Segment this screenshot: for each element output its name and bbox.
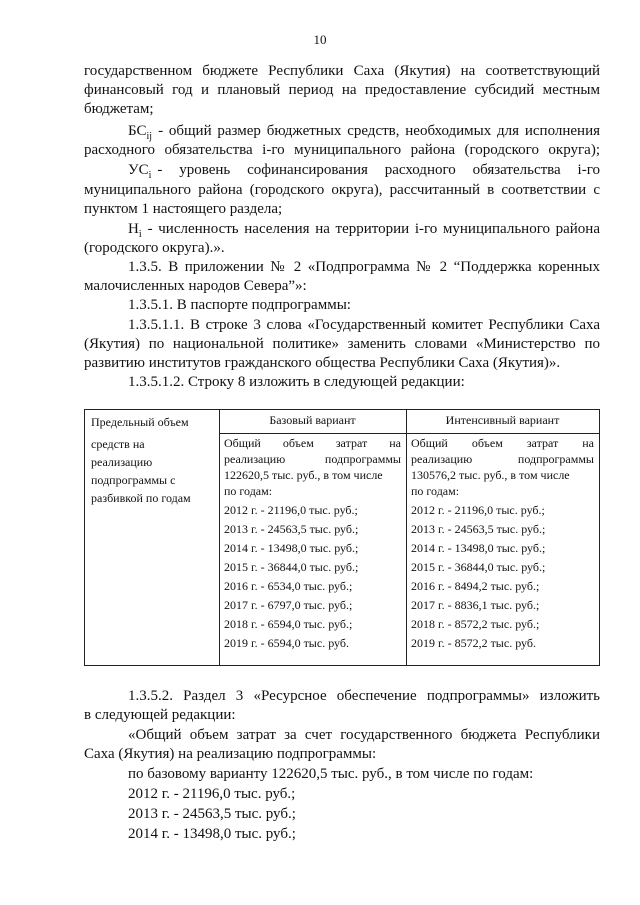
year-line: 2017 г. - 6797,0 тыс. руб.; <box>224 598 353 612</box>
year-line: 2014 г. - 13498,0 тыс. руб.; <box>411 541 546 555</box>
year-line: 2014 г. - 13498,0 тыс. руб.; <box>224 541 359 555</box>
definition-text: - численность населения на территории i-го муниципального района <box>147 221 600 237</box>
year-line: 2019 г. - 8572,2 тыс. руб. <box>411 636 536 650</box>
paragraph-1-3-5: 1.3.5. В приложении № 2 «Подпрограмма № 2 “Поддержка коренных <box>128 259 600 275</box>
paragraph-1-3-5-1-1: 1.3.5.1.1. В строке 3 слова «Государственный комитет Республики Саха <box>128 317 600 333</box>
table-divider <box>219 433 599 434</box>
year-line: 2013 г. - 24563,5 тыс. руб.; <box>411 522 546 536</box>
year-line: 2016 г. - 8494,2 тыс. руб.; <box>411 579 540 593</box>
year-line: 2012 г. - 21196,0 тыс. руб.; <box>411 503 545 517</box>
definition-text: расходного обязательства i-го муниципального района (городского округа); <box>84 142 600 158</box>
table-header-base: Базовый вариант <box>269 413 356 427</box>
year-line: 2013 г. - 24563,5 тыс. руб.; <box>128 806 296 822</box>
table-header-intensive: Интенсивный вариант <box>445 413 560 427</box>
paragraph-1-3-5-1-2: 1.3.5.1.2. Строку 8 изложить в следующей редакции: <box>128 374 465 390</box>
year-line: 2015 г. - 36844,0 тыс. руб.; <box>224 560 359 574</box>
intro-line: финансовый год и плановый период на предоставление субсидий местным <box>84 82 600 98</box>
paragraph-1-3-5-1-1: (Якутия) по национальной политике» заменить словами «Министерство по <box>84 336 600 352</box>
year-line: 2018 г. - 6594,0 тыс. руб.; <box>224 617 353 631</box>
paragraph-1-3-5-1-1: развитию институтов гражданского общества Республики Саха (Якутия)». <box>84 355 561 371</box>
year-line: 2018 г. - 8572,2 тыс. руб.; <box>411 617 540 631</box>
definition-text: - общий размер бюджетных средств, необходимых для исполнения <box>158 123 600 139</box>
table-divider <box>219 410 220 665</box>
symbol-us: $УС_i$ <box>128 162 152 181</box>
paragraph-1-3-5-1: 1.3.5.1. В паспорте подпрограммы: <box>128 297 351 313</box>
definition-text: - уровень софинансирования расходного обязательства i-го <box>157 162 600 178</box>
year-line: 2014 г. - 13498,0 тыс. руб.; <box>128 826 296 842</box>
intro-line: бюджетам; <box>84 101 154 117</box>
year-line: 2012 г. - 21196,0 тыс. руб.; <box>224 503 358 517</box>
year-line: 2019 г. - 6594,0 тыс. руб. <box>224 636 349 650</box>
symbol-n: $Н_i$ <box>128 221 142 240</box>
year-line: 2017 г. - 8836,1 тыс. руб.; <box>411 598 540 612</box>
definition-text: муниципального района (городского округа), рассчитанный в соответствии с <box>84 182 600 198</box>
symbol-bs: $БС_{ij}$ <box>128 123 153 142</box>
definition-text: (городского округа).». <box>84 240 225 256</box>
paragraph-1-3-5-2: 1.3.5.2. Раздел 3 «Ресурсное обеспечение подпрограммы» изложить <box>128 688 600 704</box>
paragraph-1-3-5-2: в следующей редакции: <box>84 707 236 723</box>
table-cell-base: Общий объем затрат на реализацию подпрограммы 122620,5 тыс. руб., в том числе по годам: 2012 г. - 21196,0 тыс. руб.; 2013 г. - 24563,5 тыс. руб.; 2014 г. - 13498,0 тыс. руб.; 2015 г. - 36844,0 тыс. руб.; 2016 г. - 6534,0 тыс. руб.; 2017 г. - 6797,0 тыс. руб.; 2018 г. - 6594,0 тыс. руб.; 2019 г. - 6594,0 тыс. руб. <box>224 436 401 650</box>
year-line: 2013 г. - 24563,5 тыс. руб.; <box>224 522 359 536</box>
year-line: 2016 г. - 6534,0 тыс. руб.; <box>224 579 353 593</box>
definition-text: пунктом 1 настоящего раздела; <box>84 201 283 217</box>
quote-line: «Общий объем затрат за счет государственного бюджета Республики <box>128 727 600 743</box>
funding-table <box>84 409 600 666</box>
table-divider <box>406 410 407 665</box>
page-number: 10 <box>313 32 327 47</box>
base-variant-line: по базовому варианту 122620,5 тыс. руб., в том числе по годам: <box>128 766 534 782</box>
table-row-label: Предельный объем средств на реализацию подпрограммы с разбивкой по годам <box>91 415 191 505</box>
intro-line: государственном бюджете Республики Саха (Якутия) на соответствующий <box>84 63 600 79</box>
year-line: 2012 г. - 21196,0 тыс. руб.; <box>128 786 296 802</box>
table-cell-intensive: Общий объем затрат на реализацию подпрограммы 130576,2 тыс. руб., в том числе по годам: 2012 г. - 21196,0 тыс. руб.; 2013 г. - 24563,5 тыс. руб.; 2014 г. - 13498,0 тыс. руб.; 2015 г. - 36844,0 тыс. руб.; 2016 г. - 8494,2 тыс. руб.; 2017 г. - 8836,1 тыс. руб.; 2018 г. - 8572,2 тыс. руб.; 2019 г. - 8572,2 тыс. руб. <box>411 436 594 650</box>
quote-line: Саха (Якутия) на реализацию подпрограммы: <box>84 746 377 762</box>
year-line: 2015 г. - 36844,0 тыс. руб.; <box>411 560 546 574</box>
paragraph-1-3-5: малочисленных народов Севера”»: <box>84 278 307 294</box>
